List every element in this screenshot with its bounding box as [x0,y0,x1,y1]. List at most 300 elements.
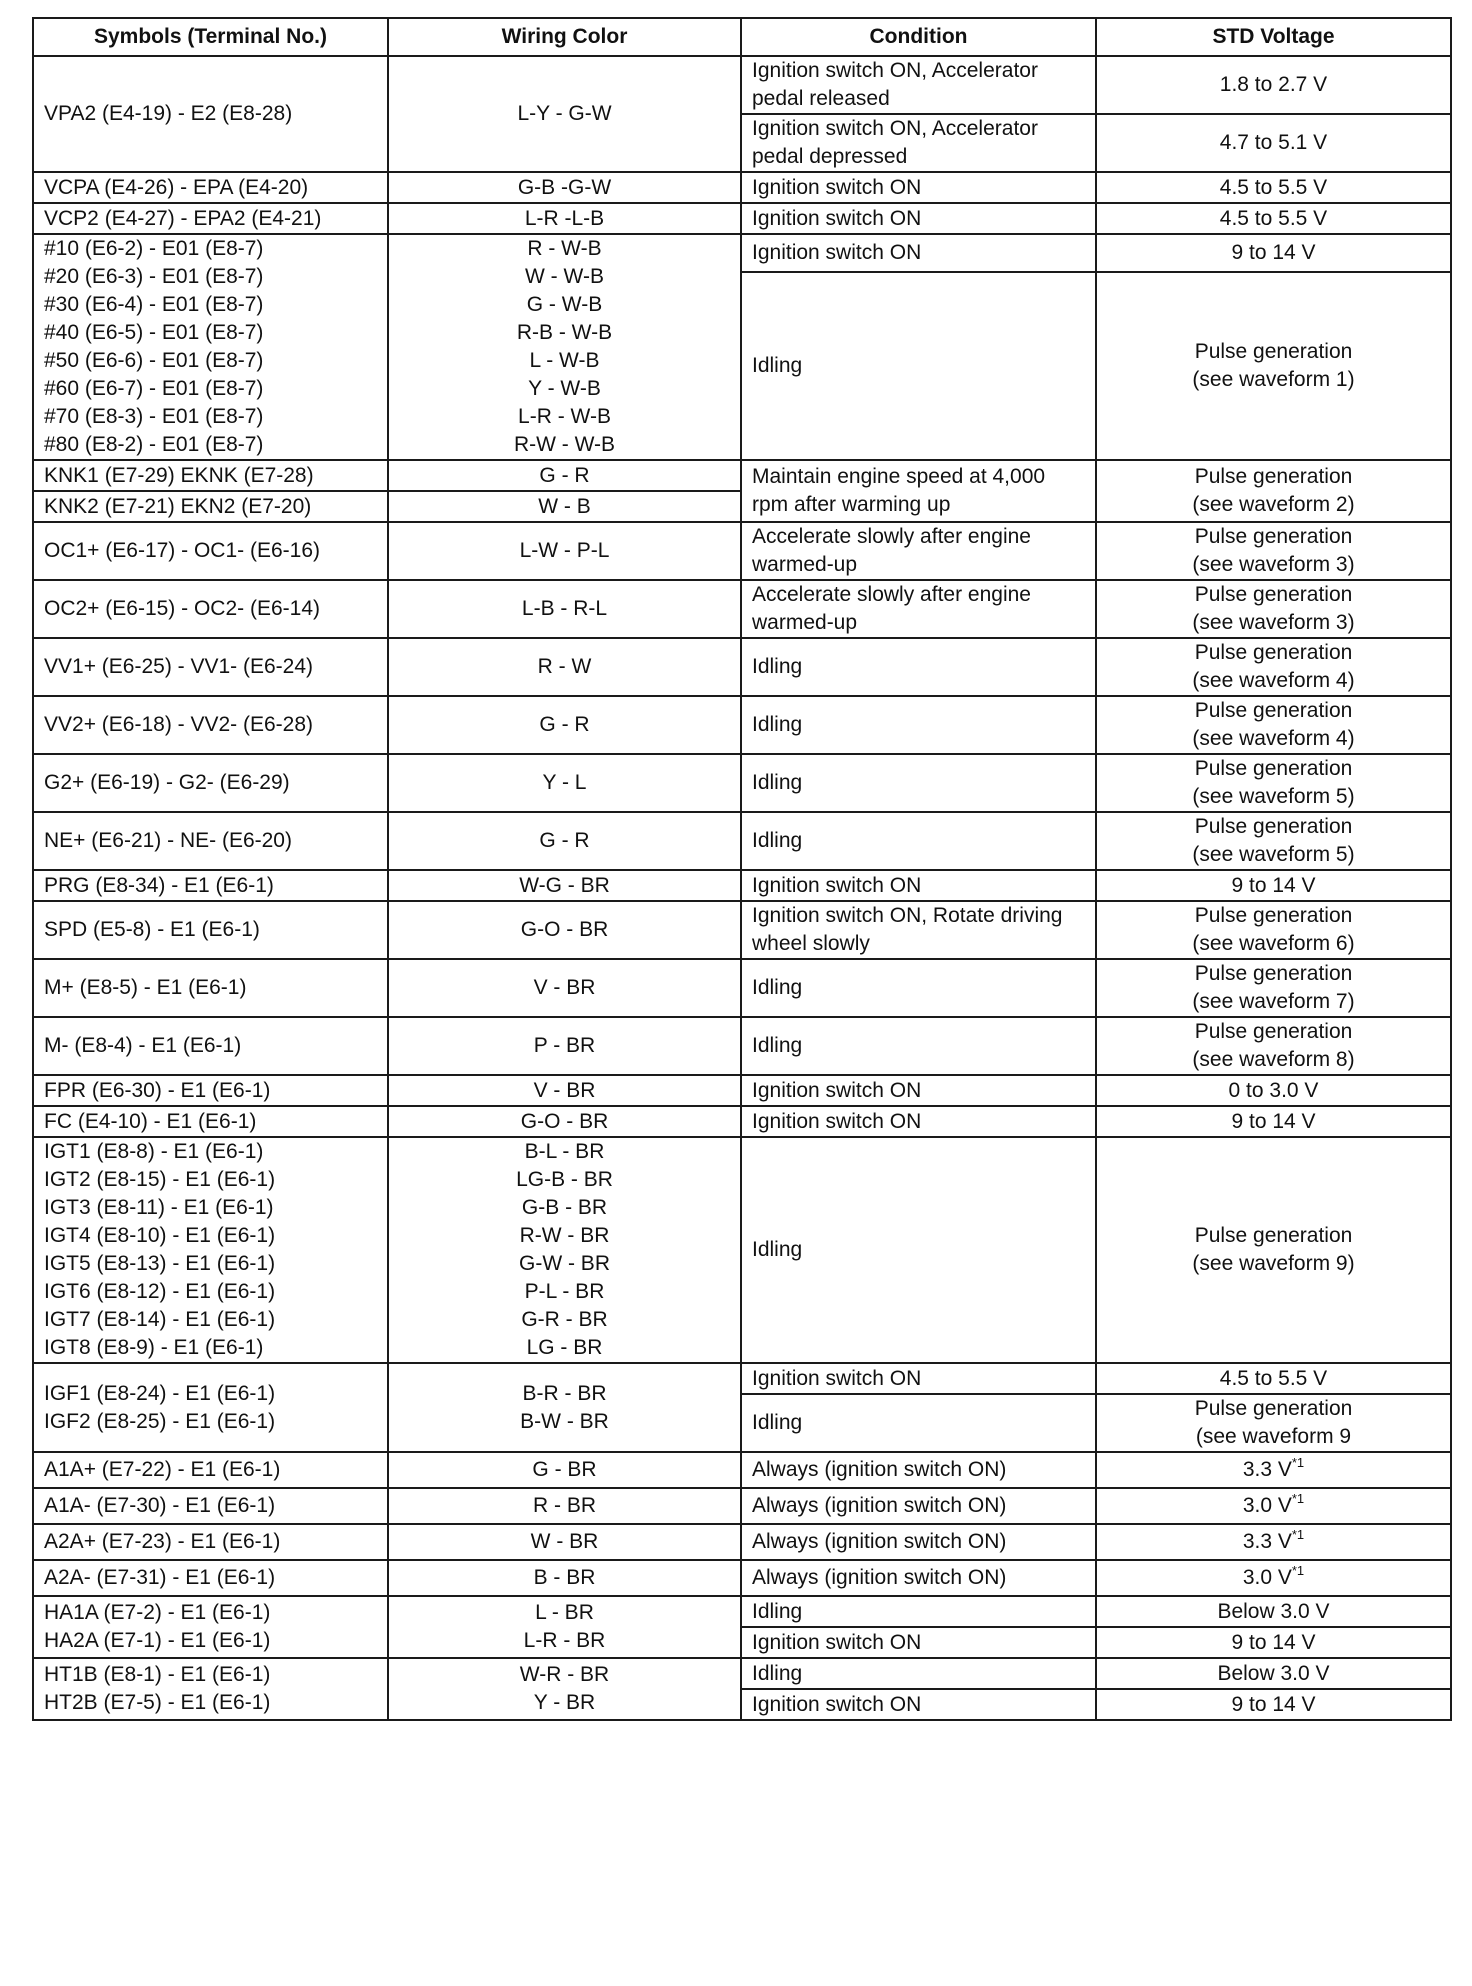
cond-text: Ignition switch ON [752,1366,922,1390]
cell-cond [741,580,1096,638]
volt-line: Pulse generation [1194,1224,1353,1247]
cond-text: Idling [752,976,803,999]
sym-text: G2+ (E6-19) - G2- (E6-29) [44,771,290,794]
cell-wire [388,56,741,172]
volt-line: (see waveform 7) [1192,990,1355,1013]
cell-wire [388,1363,741,1452]
cell-cond [741,234,1096,272]
table-row [33,203,1451,234]
cell-wire [388,1137,741,1363]
header-condition: Condition [741,18,1096,56]
header-std-voltage: STD Voltage [1096,18,1451,56]
table-row [33,1137,1451,1363]
cell-volt [1096,1106,1451,1137]
wire-line: P-L - BR [524,1280,605,1303]
sym-line: #80 (E8-2) - E01 (E8-7) [44,433,264,456]
cell-cond [741,1017,1096,1075]
volt-line: Pulse generation [1194,1020,1353,1043]
cell-volt [1096,901,1451,959]
wire-line: R-B - W-B [516,321,613,344]
volt-text: 4.5 to 5.5 V [1219,206,1328,230]
volt-line: Pulse generation [1194,815,1353,838]
volt-line: Pulse generation [1194,962,1353,985]
volt-line: Pulse generation [1194,339,1353,363]
wire-text: R - W [537,655,592,678]
terminal-voltage-table [32,17,1452,1721]
cell-sym [33,460,388,491]
cell-cond [741,56,1096,114]
cond-text: Maintain engine speed at 4,000 rpm after warming up [752,465,1046,516]
volt-line: (see waveform 2) [1192,493,1355,516]
cell-volt [1096,172,1451,203]
wire-line: B-L - BR [524,1140,605,1163]
cell-wire [388,172,741,203]
wire-text: R - BR [533,1494,596,1517]
cell-volt [1096,754,1451,812]
cell-sym [33,638,388,696]
cond-text: Always (ignition switch ON) [752,1458,1007,1481]
sym-line: IGT8 (E8-9) - E1 (E6-1) [44,1336,264,1359]
cell-volt [1096,1627,1451,1658]
cell-sym [33,870,388,901]
volt-line: (see waveform 9 [1195,1425,1352,1448]
sym-line: IGT4 (E8-10) - E1 (E6-1) [44,1224,276,1247]
cell-wire [388,460,741,491]
sym-line: IGT3 (E8-11) - E1 (E6-1) [44,1196,274,1219]
wire-text: B - BR [533,1566,596,1589]
sym-text: KNK2 (E7-21) EKN2 (E7-20) [44,494,312,518]
cond-text: Ignition switch ON [752,1078,922,1102]
cell-wire [388,959,741,1017]
sym-line: IGF2 (E8-25) - E1 (E6-1) [44,1409,276,1433]
volt-line: (see waveform 3) [1192,611,1355,634]
cell-cond [741,460,1096,522]
volt-line: (see waveform 8) [1192,1048,1355,1071]
volt-line: (see waveform 4) [1192,669,1355,692]
volt-line: Pulse generation [1194,641,1353,664]
cell-volt [1096,870,1451,901]
volt-line: (see waveform 1) [1192,367,1355,391]
cell-cond [741,1363,1096,1394]
cell-cond [741,1524,1096,1560]
wire-text: W-G - BR [519,873,610,897]
cell-cond [741,1689,1096,1720]
volt-text: Below 3.0 V [1217,1661,1330,1685]
footnote-marker: *1 [1291,1563,1305,1578]
footnote-marker: *1 [1291,1527,1305,1542]
volt-text: 3.0 V [1242,1494,1292,1517]
cell-sym [33,901,388,959]
cell-volt [1096,272,1451,460]
sym-line: IGT2 (E8-15) - E1 (E6-1) [44,1168,276,1191]
cell-volt [1096,1394,1451,1452]
table-row [33,1658,1451,1689]
cell-cond [741,272,1096,460]
cell-sym [33,1452,388,1488]
cell-sym [33,1658,388,1720]
sym-text: OC2+ (E6-15) - OC2- (E6-14) [44,597,320,620]
sym-text: M+ (E8-5) - E1 (E6-1) [44,976,247,999]
sym-line: IGT7 (E8-14) - E1 (E6-1) [44,1308,276,1331]
cond-text: Always (ignition switch ON) [752,1530,1007,1553]
cell-volt [1096,1075,1451,1106]
table-header [33,18,1451,56]
wire-text: G - R [539,463,590,487]
sym-line: #30 (E6-4) - E01 (E8-7) [44,293,264,316]
cell-cond [741,1596,1096,1627]
wire-line: G - W-B [526,293,603,316]
table-row [33,1452,1451,1488]
cell-cond [741,901,1096,959]
wire-text: G-O - BR [520,1109,609,1133]
table-row [33,1106,1451,1137]
volt-line: Pulse generation [1194,525,1353,548]
wire-text: L-Y - G-W [517,102,612,125]
table-row [33,172,1451,203]
cell-sym [33,491,388,522]
sym-text: SPD (E5-8) - E1 (E6-1) [44,918,260,941]
table-row [33,638,1451,696]
table-row [33,1560,1451,1596]
sym-text: A2A- (E7-31) - E1 (E6-1) [44,1566,276,1589]
volt-line: Pulse generation [1194,465,1353,488]
volt-text: 1.8 to 2.7 V [1219,73,1328,96]
table-row [33,1596,1451,1627]
cond-text: Ignition switch ON, Rotate driving wheel slowly [752,904,1063,955]
cond-text: Ignition switch ON [752,1692,922,1716]
cell-cond [741,172,1096,203]
cell-sym [33,1560,388,1596]
cell-sym [33,1488,388,1524]
volt-text: 9 to 14 V [1231,873,1316,897]
sym-line: #70 (E8-3) - E01 (E8-7) [44,405,264,428]
wire-line: G-B - BR [521,1196,608,1219]
cell-sym [33,56,388,172]
cell-cond [741,1394,1096,1452]
volt-text: 9 to 14 V [1231,1630,1316,1654]
cell-wire [388,234,741,460]
cond-text: Idling [752,1034,803,1057]
cond-text: Idling [752,353,803,377]
volt-text: 9 to 14 V [1231,240,1316,264]
cond-text: Idling [752,1661,803,1685]
sym-text: VPA2 (E4-19) - E2 (E8-28) [44,102,293,125]
wire-line: LG - BR [526,1336,603,1359]
wire-text: V - BR [533,1078,596,1102]
cell-wire [388,491,741,522]
wire-text: G-O - BR [520,918,609,941]
cell-sym [33,580,388,638]
sym-text: VV1+ (E6-25) - VV1- (E6-24) [44,655,314,678]
volt-text: 3.3 V [1242,1530,1292,1553]
wire-line: R-W - BR [519,1224,610,1247]
sym-text: KNK1 (E7-29) EKNK (E7-28) [44,463,314,487]
cell-volt [1096,522,1451,580]
footnote-marker: *1 [1291,1455,1305,1470]
cell-volt [1096,1017,1451,1075]
wire-text: P - BR [533,1034,596,1057]
sym-line: #20 (E6-3) - E01 (E8-7) [44,265,264,288]
cond-text: Ignition switch ON [752,1109,922,1133]
cell-sym [33,754,388,812]
sym-text: A2A+ (E7-23) - E1 (E6-1) [44,1530,281,1553]
sym-text: PRG (E8-34) - E1 (E6-1) [44,873,274,897]
cell-volt [1096,203,1451,234]
cell-cond [741,1627,1096,1658]
cell-volt [1096,1137,1451,1363]
table-row [33,959,1451,1017]
wire-line: R-W - W-B [513,433,616,456]
cell-wire [388,1075,741,1106]
table-row [33,522,1451,580]
cell-sym [33,522,388,580]
sym-text: VCP2 (E4-27) - EPA2 (E4-21) [44,206,322,230]
cell-sym [33,1596,388,1658]
wire-text: L-R -L-B [524,206,605,230]
wire-line: W-R - BR [519,1663,610,1686]
cell-sym [33,1363,388,1452]
cell-volt [1096,638,1451,696]
terminal-voltage-sheet [32,17,1450,1721]
sym-text: A1A- (E7-30) - E1 (E6-1) [44,1494,276,1517]
cond-text: Always (ignition switch ON) [752,1566,1007,1589]
cell-wire [388,522,741,580]
sym-line: IGT5 (E8-13) - E1 (E6-1) [44,1252,276,1275]
sym-line: #50 (E6-6) - E01 (E8-7) [44,349,264,372]
cell-volt [1096,1689,1451,1720]
cell-cond [741,522,1096,580]
cell-sym [33,203,388,234]
cond-text: Ignition switch ON [752,206,922,230]
wire-line: G-R - BR [521,1308,608,1331]
wire-line: Y - W-B [528,377,601,400]
volt-text: 3.0 V [1242,1566,1292,1589]
header-row [33,18,1451,56]
volt-line: (see waveform 3) [1192,553,1355,576]
cell-cond [741,754,1096,812]
cond-text: Ignition switch ON, Accelerator pedal released [752,59,1038,110]
sym-line: #60 (E6-7) - E01 (E8-7) [44,377,264,400]
volt-line: (see waveform 5) [1192,785,1355,808]
cond-text: Accelerate slowly after engine warmed-up [752,525,1031,576]
header-symbols: Symbols (Terminal No.) [33,18,388,56]
cell-volt [1096,1452,1451,1488]
cell-wire [388,1452,741,1488]
cell-sym [33,1075,388,1106]
cond-text: Ignition switch ON [752,175,922,199]
sym-text: OC1+ (E6-17) - OC1- (E6-16) [44,539,320,562]
cell-volt [1096,1596,1451,1627]
cell-wire [388,1596,741,1658]
volt-line: Pulse generation [1194,1397,1353,1420]
volt-text: Below 3.0 V [1217,1599,1330,1623]
cell-volt [1096,696,1451,754]
cell-volt [1096,959,1451,1017]
wire-line: B-R - BR [522,1381,607,1405]
wire-line: B-W - BR [520,1409,609,1433]
volt-line: (see waveform 4) [1192,727,1355,750]
table-row [33,812,1451,870]
wire-line: W - W-B [525,265,604,288]
cell-volt [1096,234,1451,272]
cond-text: Idling [752,713,803,736]
cell-cond [741,1488,1096,1524]
cell-cond [741,812,1096,870]
cell-cond [741,870,1096,901]
cell-cond [741,1075,1096,1106]
cell-wire [388,638,741,696]
volt-text: 4.5 to 5.5 V [1219,1366,1328,1390]
wire-line: L-R - BR [523,1629,606,1652]
cond-text: Idling [752,1411,803,1434]
volt-line: (see waveform 9) [1192,1252,1355,1275]
wire-line: G-W - BR [519,1252,610,1275]
wire-text: W - B [538,494,591,518]
volt-text: 3.3 V [1242,1458,1292,1481]
cond-text: Ignition switch ON [752,240,922,264]
cell-wire [388,901,741,959]
cond-text: Always (ignition switch ON) [752,1494,1007,1517]
cell-wire [388,1524,741,1560]
cell-wire [388,1560,741,1596]
table-row [33,234,1451,272]
cell-cond [741,1137,1096,1363]
cell-cond [741,203,1096,234]
cond-text: Idling [752,1599,803,1623]
sym-text: FPR (E6-30) - E1 (E6-1) [44,1078,271,1102]
sym-text: FC (E4-10) - E1 (E6-1) [44,1109,257,1133]
cell-cond [741,1106,1096,1137]
wire-line: R - W-B [527,237,602,260]
table-body [33,56,1451,1720]
volt-text: 9 to 14 V [1231,1692,1316,1716]
sym-line: HT1B (E8-1) - E1 (E6-1) [44,1663,271,1686]
wire-text: Y - L [542,771,587,794]
volt-line: Pulse generation [1194,757,1353,780]
cell-cond [741,1658,1096,1689]
wire-text: L-B - R-L [521,597,608,620]
cell-sym [33,234,388,460]
cell-wire [388,696,741,754]
sym-line: IGT6 (E8-12) - E1 (E6-1) [44,1280,276,1303]
wire-line: Y - BR [533,1691,596,1714]
wire-text: V - BR [533,976,596,999]
cell-sym [33,696,388,754]
cell-cond [741,1560,1096,1596]
cell-volt [1096,1363,1451,1394]
cell-wire [388,203,741,234]
sym-line: HT2B (E7-5) - E1 (E6-1) [44,1691,271,1714]
cond-text: Idling [752,655,803,678]
wire-text: L-W - P-L [519,539,610,562]
wire-line: L - W-B [529,349,600,372]
cell-sym [33,172,388,203]
cell-volt [1096,580,1451,638]
wire-text: G - R [539,713,590,736]
cell-sym [33,1017,388,1075]
cell-sym [33,1137,388,1363]
table-row [33,1075,1451,1106]
cell-cond [741,1452,1096,1488]
header-wiring-color: Wiring Color [388,18,741,56]
sym-text: A1A+ (E7-22) - E1 (E6-1) [44,1458,281,1481]
volt-line: (see waveform 5) [1192,843,1355,866]
table-row [33,1488,1451,1524]
cell-volt [1096,114,1451,172]
cell-volt [1096,56,1451,114]
cond-text: Idling [752,771,803,794]
sym-line: HA2A (E7-1) - E1 (E6-1) [44,1629,271,1652]
volt-text: 4.5 to 5.5 V [1219,175,1328,199]
wire-line: LG-B - BR [516,1168,613,1191]
table-row [33,56,1451,114]
table-row [33,1524,1451,1560]
table-row [33,696,1451,754]
wire-text: G-B -G-W [517,175,612,199]
cell-wire [388,1488,741,1524]
cell-wire [388,870,741,901]
volt-line: Pulse generation [1194,904,1353,927]
sym-line: HA1A (E7-2) - E1 (E6-1) [44,1601,271,1624]
wire-text: W - BR [530,1530,599,1553]
cell-sym [33,812,388,870]
table-row [33,1017,1451,1075]
cell-wire [388,1106,741,1137]
cell-volt [1096,460,1451,522]
cell-cond [741,696,1096,754]
sym-text: VCPA (E4-26) - EPA (E4-20) [44,175,309,199]
cell-volt [1096,1488,1451,1524]
cell-wire [388,1017,741,1075]
cond-text: Ignition switch ON, Accelerator pedal depressed [752,117,1038,168]
volt-line: Pulse generation [1194,583,1353,606]
volt-line: Pulse generation [1194,699,1353,722]
cell-wire [388,812,741,870]
cell-cond [741,959,1096,1017]
sym-text: NE+ (E6-21) - NE- (E6-20) [44,829,292,852]
cond-text: Accelerate slowly after engine warmed-up [752,583,1031,634]
cell-sym [33,1524,388,1560]
table-row [33,901,1451,959]
cell-volt [1096,812,1451,870]
cond-text: Idling [752,1238,803,1261]
volt-text: 0 to 3.0 V [1228,1078,1319,1102]
cell-volt [1096,1658,1451,1689]
volt-line: (see waveform 6) [1192,932,1355,955]
volt-text: 9 to 14 V [1231,1109,1316,1133]
sym-line: IGF1 (E8-24) - E1 (E6-1) [44,1381,276,1405]
cond-text: Ignition switch ON [752,873,922,897]
cond-text: Idling [752,829,803,852]
cell-wire [388,754,741,812]
sym-line: #40 (E6-5) - E01 (E8-7) [44,321,264,344]
cell-wire [388,1658,741,1720]
wire-text: G - BR [532,1458,597,1481]
table-row [33,754,1451,812]
table-row [33,870,1451,901]
cell-sym [33,1106,388,1137]
wire-line: L - BR [535,1601,594,1624]
cond-text: Ignition switch ON [752,1630,922,1654]
wire-text: G - R [539,829,590,852]
wire-line: L-R - W-B [518,405,611,428]
table-row [33,1363,1451,1394]
table-row [33,460,1451,491]
sym-line: #10 (E6-2) - E01 (E8-7) [44,237,264,260]
sym-line: IGT1 (E8-8) - E1 (E6-1) [44,1140,264,1163]
cell-cond [741,638,1096,696]
sym-text: VV2+ (E6-18) - VV2- (E6-28) [44,713,314,736]
